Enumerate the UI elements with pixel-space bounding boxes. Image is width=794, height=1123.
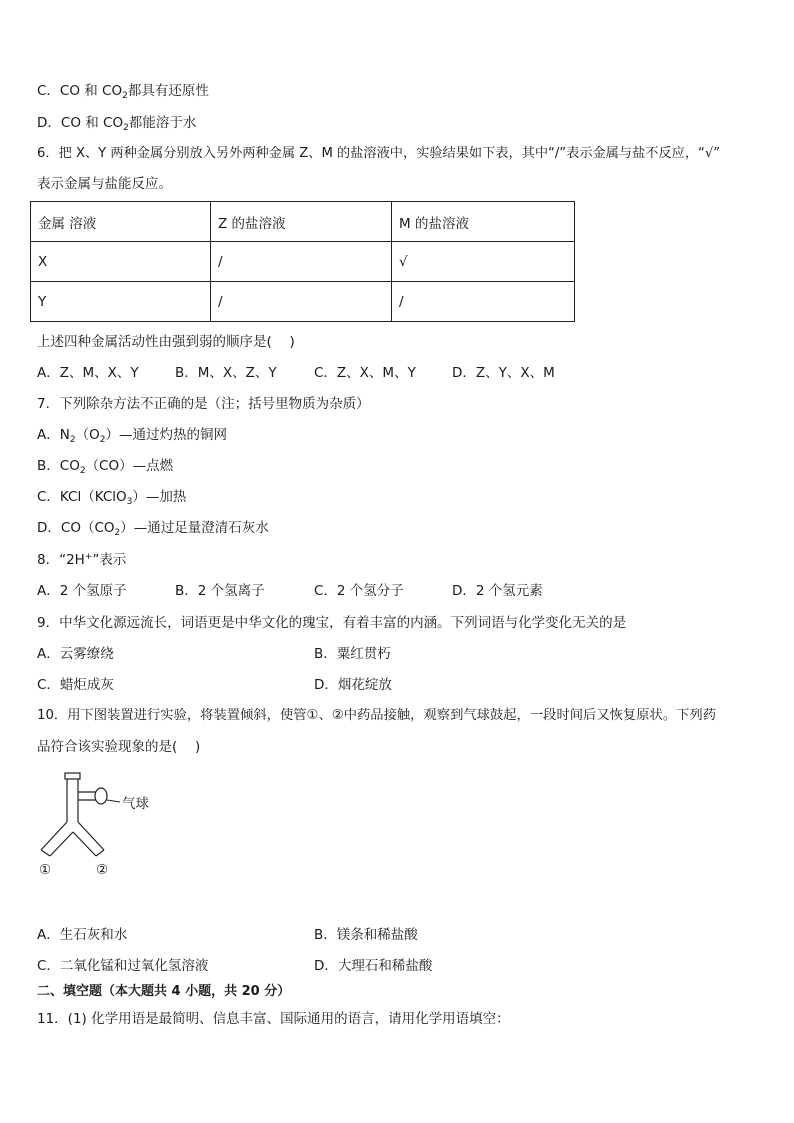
q5-option-d: D．CO 和 $CO_2$都能溶于水 — [37, 115, 197, 133]
q7-option-d: D．$CO(CO_2)—$通过足量澄清石灰水 — [37, 520, 269, 538]
q6-stem-line1: 6．把 X、Y 两种金属分别放入另外两种金属 Z、M 的盐溶液中，实验结果如下表，其中“/”表示金属与盐不反应，“√” — [37, 146, 721, 161]
table-cell: √ — [392, 242, 575, 282]
q8-option-d: D．2 个氢元素 — [452, 583, 543, 599]
table-cell: / — [392, 282, 575, 322]
q10-option-a: A．生石灰和水 — [37, 927, 128, 943]
y-tube-apparatus-figure — [34, 770, 174, 886]
q10-option-d: D．大理石和稀盐酸 — [314, 958, 433, 974]
balloon-label: 气球 — [122, 796, 149, 812]
q5-option-c: C．CO 和 $CO_2$都具有还原性 — [37, 83, 209, 101]
table-cell: / — [211, 242, 392, 282]
q9-option-a: A．云雾缭绕 — [37, 646, 114, 662]
q10-stem-line2: 品符合该实验现象的是( ) — [37, 739, 201, 755]
q8-option-c: C．2 个氢分子 — [314, 583, 404, 599]
q10-option-c: C．二氧化锰和过氧化氢溶液 — [37, 958, 209, 974]
stopper-shape — [65, 773, 80, 779]
q10-stem-line1: 10．用下图装置进行实验，将装置倾斜，使管①、②中药品接触，观察到气球鼓起，一段时间后又恢复原状。下列药 — [37, 708, 717, 723]
q6-stem-line2: 表示金属与盐能反应。 — [37, 176, 172, 192]
table-header-row — [31, 202, 575, 242]
tube-1-label: ① — [39, 862, 52, 878]
table-header-cell: 金属 溶液 — [31, 202, 211, 242]
table-cell: X — [31, 242, 211, 282]
table-row — [31, 242, 575, 282]
q9-option-d: D．烟花绽放 — [314, 677, 392, 693]
q10-option-b: B．镁条和稀盐酸 — [314, 927, 418, 943]
q7-stem: 7．下列除杂方法不正确的是（注；括号里物质为杂质） — [37, 396, 370, 412]
q9-option-c: C．蜡炬成灰 — [37, 677, 114, 693]
q6-option-b: B．M、X、Z、Y — [175, 365, 277, 381]
q6-option-d: D．Z、Y、X、M — [452, 365, 555, 381]
table-cell: Y — [31, 282, 211, 322]
q7-option-b: B．$CO_2(CO)—$点燃 — [37, 458, 174, 476]
q8-option-a: A．2 个氢原子 — [37, 583, 127, 599]
q9-option-b: B．粟红贯朽 — [314, 646, 391, 662]
q11-stem: 11．(1) 化学用语是最简明、信息丰富、国际通用的语言，请用化学用语填空： — [37, 1011, 510, 1027]
q7-option-c: C．KCl（KClO$_3$）—加热 — [37, 489, 187, 507]
section-2-title: 二、填空题（本大题共 4 小题，共 20 分） — [37, 984, 291, 999]
balloon-shape — [95, 788, 107, 804]
q8-stem: 8．“2H+”表示 — [37, 552, 127, 568]
q8-option-b: B．2 个氢离子 — [175, 583, 265, 599]
tube-2-label: ② — [96, 862, 109, 878]
q6-result-table — [30, 201, 575, 322]
q7-option-a: A．$N_2(O_2)—$通过灼热的铜网 — [37, 427, 227, 445]
table-row — [31, 282, 575, 322]
q6-option-c: C．Z、X、M、Y — [314, 365, 416, 381]
q6-option-a: A．Z、M、X、Y — [37, 365, 139, 381]
q9-stem: 9．中华文化源远流长，词语更是中华文化的瑰宝，有着丰富的内涵。下列词语与化学变化无关的是 — [37, 615, 627, 631]
table-header-cell: M 的盐溶液 — [392, 202, 575, 242]
table-cell: / — [211, 282, 392, 322]
table-header-cell: Z 的盐溶液 — [211, 202, 392, 242]
q6-question: 上述四种金属活动性由强到弱的顺序是( ) — [37, 334, 295, 350]
